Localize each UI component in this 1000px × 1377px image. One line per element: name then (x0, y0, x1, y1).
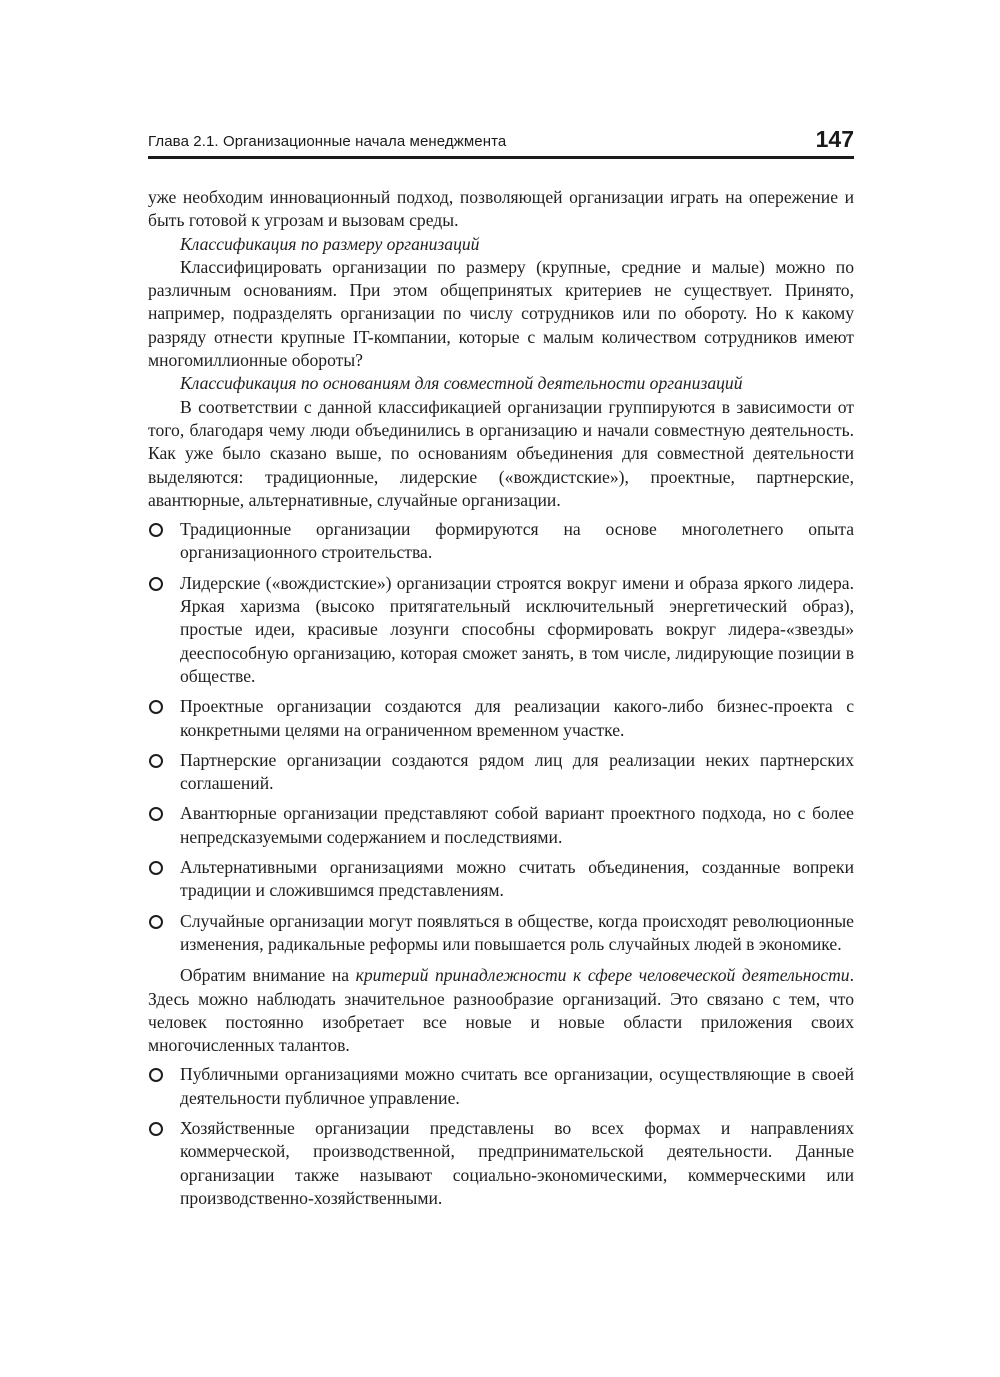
page-number: 147 (815, 126, 854, 152)
bullet-list-organization-types (148, 518, 854, 956)
circle-bullet-icon (149, 861, 163, 875)
circle-bullet-icon (149, 700, 163, 714)
section-heading-size: Классификация по размеру организаций (180, 233, 480, 254)
paragraph-sphere-italic: критерий принадлежности к сфере человеческой деятельности (355, 965, 850, 986)
list-item-text: Лидерские («вождистские») организации строятся вокруг имени и образа яркого лидера. Яркая харизма (высоко притягательный исключительный энергетический образ), простые идеи, красивые лозунги способны сформировать вокруг лидера-«звезды» дееспособную организацию, которая сможет занять, в том числе, лидирующие позиции в обществе. (180, 572, 854, 686)
list-item (148, 749, 854, 796)
circle-bullet-icon (149, 915, 163, 929)
chapter-title: Глава 2.1. Организационные начала менеджмента (148, 133, 507, 150)
paragraph-sphere (148, 964, 854, 1057)
circle-bullet-icon (149, 1122, 163, 1136)
list-item (148, 1117, 854, 1210)
list-item (148, 856, 854, 903)
circle-bullet-icon (149, 754, 163, 768)
list-item-text: Альтернативными организациями можно считать объединения, созданные вопреки традиции и сложившимся представлениям. (180, 857, 854, 901)
list-item-text: Публичными организациями можно считать все организации, осуществляющие в своей деятельности публичное управление. (180, 1064, 854, 1108)
paragraph-sphere-rest: . Здесь можно наблюдать значительное разнообразие организаций. Это связано с тем, что человек постоянно изобретает все новые и новые области приложения своих многочисленных талантов. (148, 965, 854, 1056)
list-item (148, 910, 854, 957)
list-item (148, 518, 854, 565)
running-head (148, 124, 854, 159)
list-item (148, 1063, 854, 1110)
circle-bullet-icon (149, 577, 163, 591)
list-item-text: Традиционные организации формируются на основе многолетнего опыта организационного строительства. (180, 519, 854, 563)
circle-bullet-icon (149, 1068, 163, 1082)
paragraph-size: Классифицировать организации по размеру (крупные, средние и малые) можно по различным основаниям. При этом общепринятых критериев не существует. Принято, например, подразделять организации по числу сотрудников или по обороту. Но к какому разряду отнести крупные IT-компании, которые с малым количеством сотрудников имеют многомиллионные обороты? (148, 256, 854, 371)
paragraph-intro: уже необходим инновационный подход, позволяющей организации играть на опережение и быть готовой к угрозам и вызовам среды. (148, 187, 854, 231)
body-text (148, 186, 854, 1217)
list-item (148, 695, 854, 742)
list-item (148, 572, 854, 688)
list-item-text: Партнерские организации создаются рядом лиц для реализации неких партнерских соглашений. (180, 749, 854, 794)
list-item-text: Случайные организации могут появляться в обществе, когда происходят революционные изменения, радикальные реформы или повышается роль случайных людей в экономике. (180, 910, 854, 954)
paragraph-joint: В соответствии с данной классификацией организации группируются в зависимости от того, благодаря чему люди объединились в организацию и начали совместную деятельность. Как уже было сказано выше, по основаниям объединения для совместной деятельности выделяются: традиционные, лидерские («вождистские»), проектные, партнерские, авантюрные, альтернативные, случайные организации. (148, 396, 854, 510)
paragraph-sphere-lead: Обратим внимание на (180, 965, 356, 986)
bullet-list-sphere-types (148, 1063, 854, 1210)
list-item-text: Хозяйственные организации представлены во всех формах и направлениях коммерческой, производственной, предпринимательской деятельности. Данные организации также называют социально-экономическими, коммерческими или производственно-хозяйственными. (180, 1117, 854, 1208)
section-heading-joint: Классификация по основаниям для совместной деятельности организаций (180, 373, 743, 394)
list-item (148, 802, 854, 849)
list-item-text: Проектные организации создаются для реализации какого-либо бизнес-проекта с конкретными целями на ограниченном временном участке. (180, 696, 854, 740)
circle-bullet-icon (149, 523, 163, 537)
list-item-text: Авантюрные организации представляют собой вариант проектного подхода, но с более непредсказуемыми содержанием и последствиями. (180, 803, 854, 847)
circle-bullet-icon (149, 807, 163, 821)
